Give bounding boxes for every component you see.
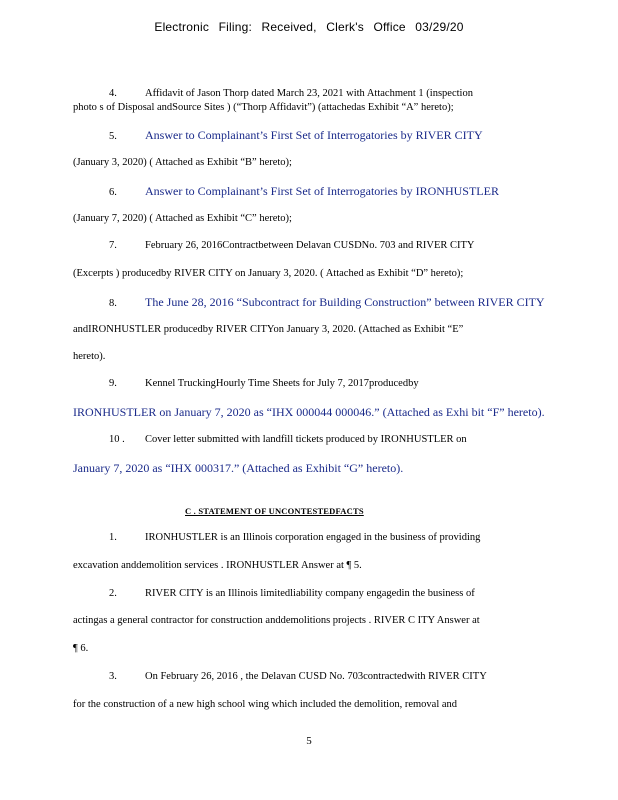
fact-2-line1 <box>109 588 475 599</box>
fact-2-line2: actingas a general contractor for construction anddemolitions projects . RIVER C ITY Answer at <box>73 615 480 626</box>
fact-number: 3. <box>109 671 117 682</box>
list-item-9-line2: IRONHUSTLER on January 7, 2020 as “IHX 000044 000046.” (Attached as Exhi bit “F” hereto). <box>73 405 545 419</box>
item-text: Cover letter submitted with landfill tickets produced by IRONHUSTLER on <box>145 434 467 445</box>
list-item-9-line1 <box>109 378 419 389</box>
filing-header: Electronic Filing: Received, Clerk's Office 03/29/20 <box>154 20 464 34</box>
item-number: 9. <box>109 378 117 389</box>
list-item-6-line1 <box>109 184 499 199</box>
item-text: Affidavit of Jason Thorp dated March 23, 2021 with Attachment 1 (inspection <box>145 88 473 99</box>
fact-2-line3: ¶ 6. <box>73 643 89 654</box>
item-number: 8. <box>109 298 117 309</box>
fact-3-line1 <box>109 671 487 682</box>
item-text: Answer to Complainant’s First Set of Interrogatories by RIVER CITY <box>145 128 483 142</box>
fact-number: 2. <box>109 588 117 599</box>
fact-text: IRONHUSTLER is an Illinois corporation engaged in the business of providing <box>145 532 481 543</box>
item-text: Kennel TruckingHourly Time Sheets for July 7, 2017producedby <box>145 378 419 389</box>
fact-text: On February 26, 2016 , the Delavan CUSD No. 703contractedwith RIVER CITY <box>145 671 487 682</box>
item-text: February 26, 2016Contractbetween Delavan CUSDNo. 703 and RIVER CITY <box>145 240 475 251</box>
list-item-4-line1 <box>109 88 473 99</box>
section-heading: C . STATEMENT OF UNCONTESTEDFACTS <box>185 506 364 516</box>
item-number: 5. <box>109 131 117 142</box>
item-text: Answer to Complainant’s First Set of Interrogatories by IRONHUSTLER <box>145 184 499 198</box>
list-item-5-line1 <box>109 128 483 143</box>
fact-1-line1 <box>109 532 480 543</box>
item-number: 7. <box>109 240 117 251</box>
list-item-6-line2: (January 7, 2020) ( Attached as Exhibit “C” hereto); <box>73 213 292 224</box>
fact-number: 1. <box>109 532 117 543</box>
list-item-10-line1 <box>109 434 467 445</box>
fact-text: RIVER CITY is an Illinois limitedliability company engagedin the business of <box>145 588 475 599</box>
list-item-8-line1 <box>109 295 545 310</box>
fact-1-line2: excavation anddemolition services . IRONHUSTLER Answer at ¶ 5. <box>73 560 362 571</box>
item-number: 6. <box>109 187 117 198</box>
page-number: 5 <box>306 735 312 747</box>
list-item-8-line3: hereto). <box>73 351 106 362</box>
fact-3-line2: for the construction of a new high school wing which included the demolition, removal and <box>73 699 458 710</box>
list-item-4-line2: photo s of Disposal andSource Sites ) (“Thorp Affidavit”) (attachedas Exhibit “A” hereto); <box>73 102 454 113</box>
list-item-7-line1 <box>109 240 475 251</box>
list-item-5-line2: (January 3, 2020) ( Attached as Exhibit “B” hereto); <box>73 157 292 168</box>
list-item-10-line2: January 7, 2020 as “IHX 000317.” (Attached as Exhibit “G” hereto). <box>73 461 404 475</box>
item-number: 10 . <box>109 434 125 445</box>
item-text: The June 28, 2016 “Subcontract for Building Construction” between RIVER CITY <box>145 295 545 309</box>
list-item-8-line2: andIRONHUSTLER producedby RIVER CITYon January 3, 2020. (Attached as Exhibit “E” <box>73 324 464 335</box>
item-number: 4. <box>109 88 117 99</box>
list-item-7-line2: (Excerpts ) producedby RIVER CITY on January 3, 2020. ( Attached as Exhibit “D” hereto); <box>73 268 464 279</box>
